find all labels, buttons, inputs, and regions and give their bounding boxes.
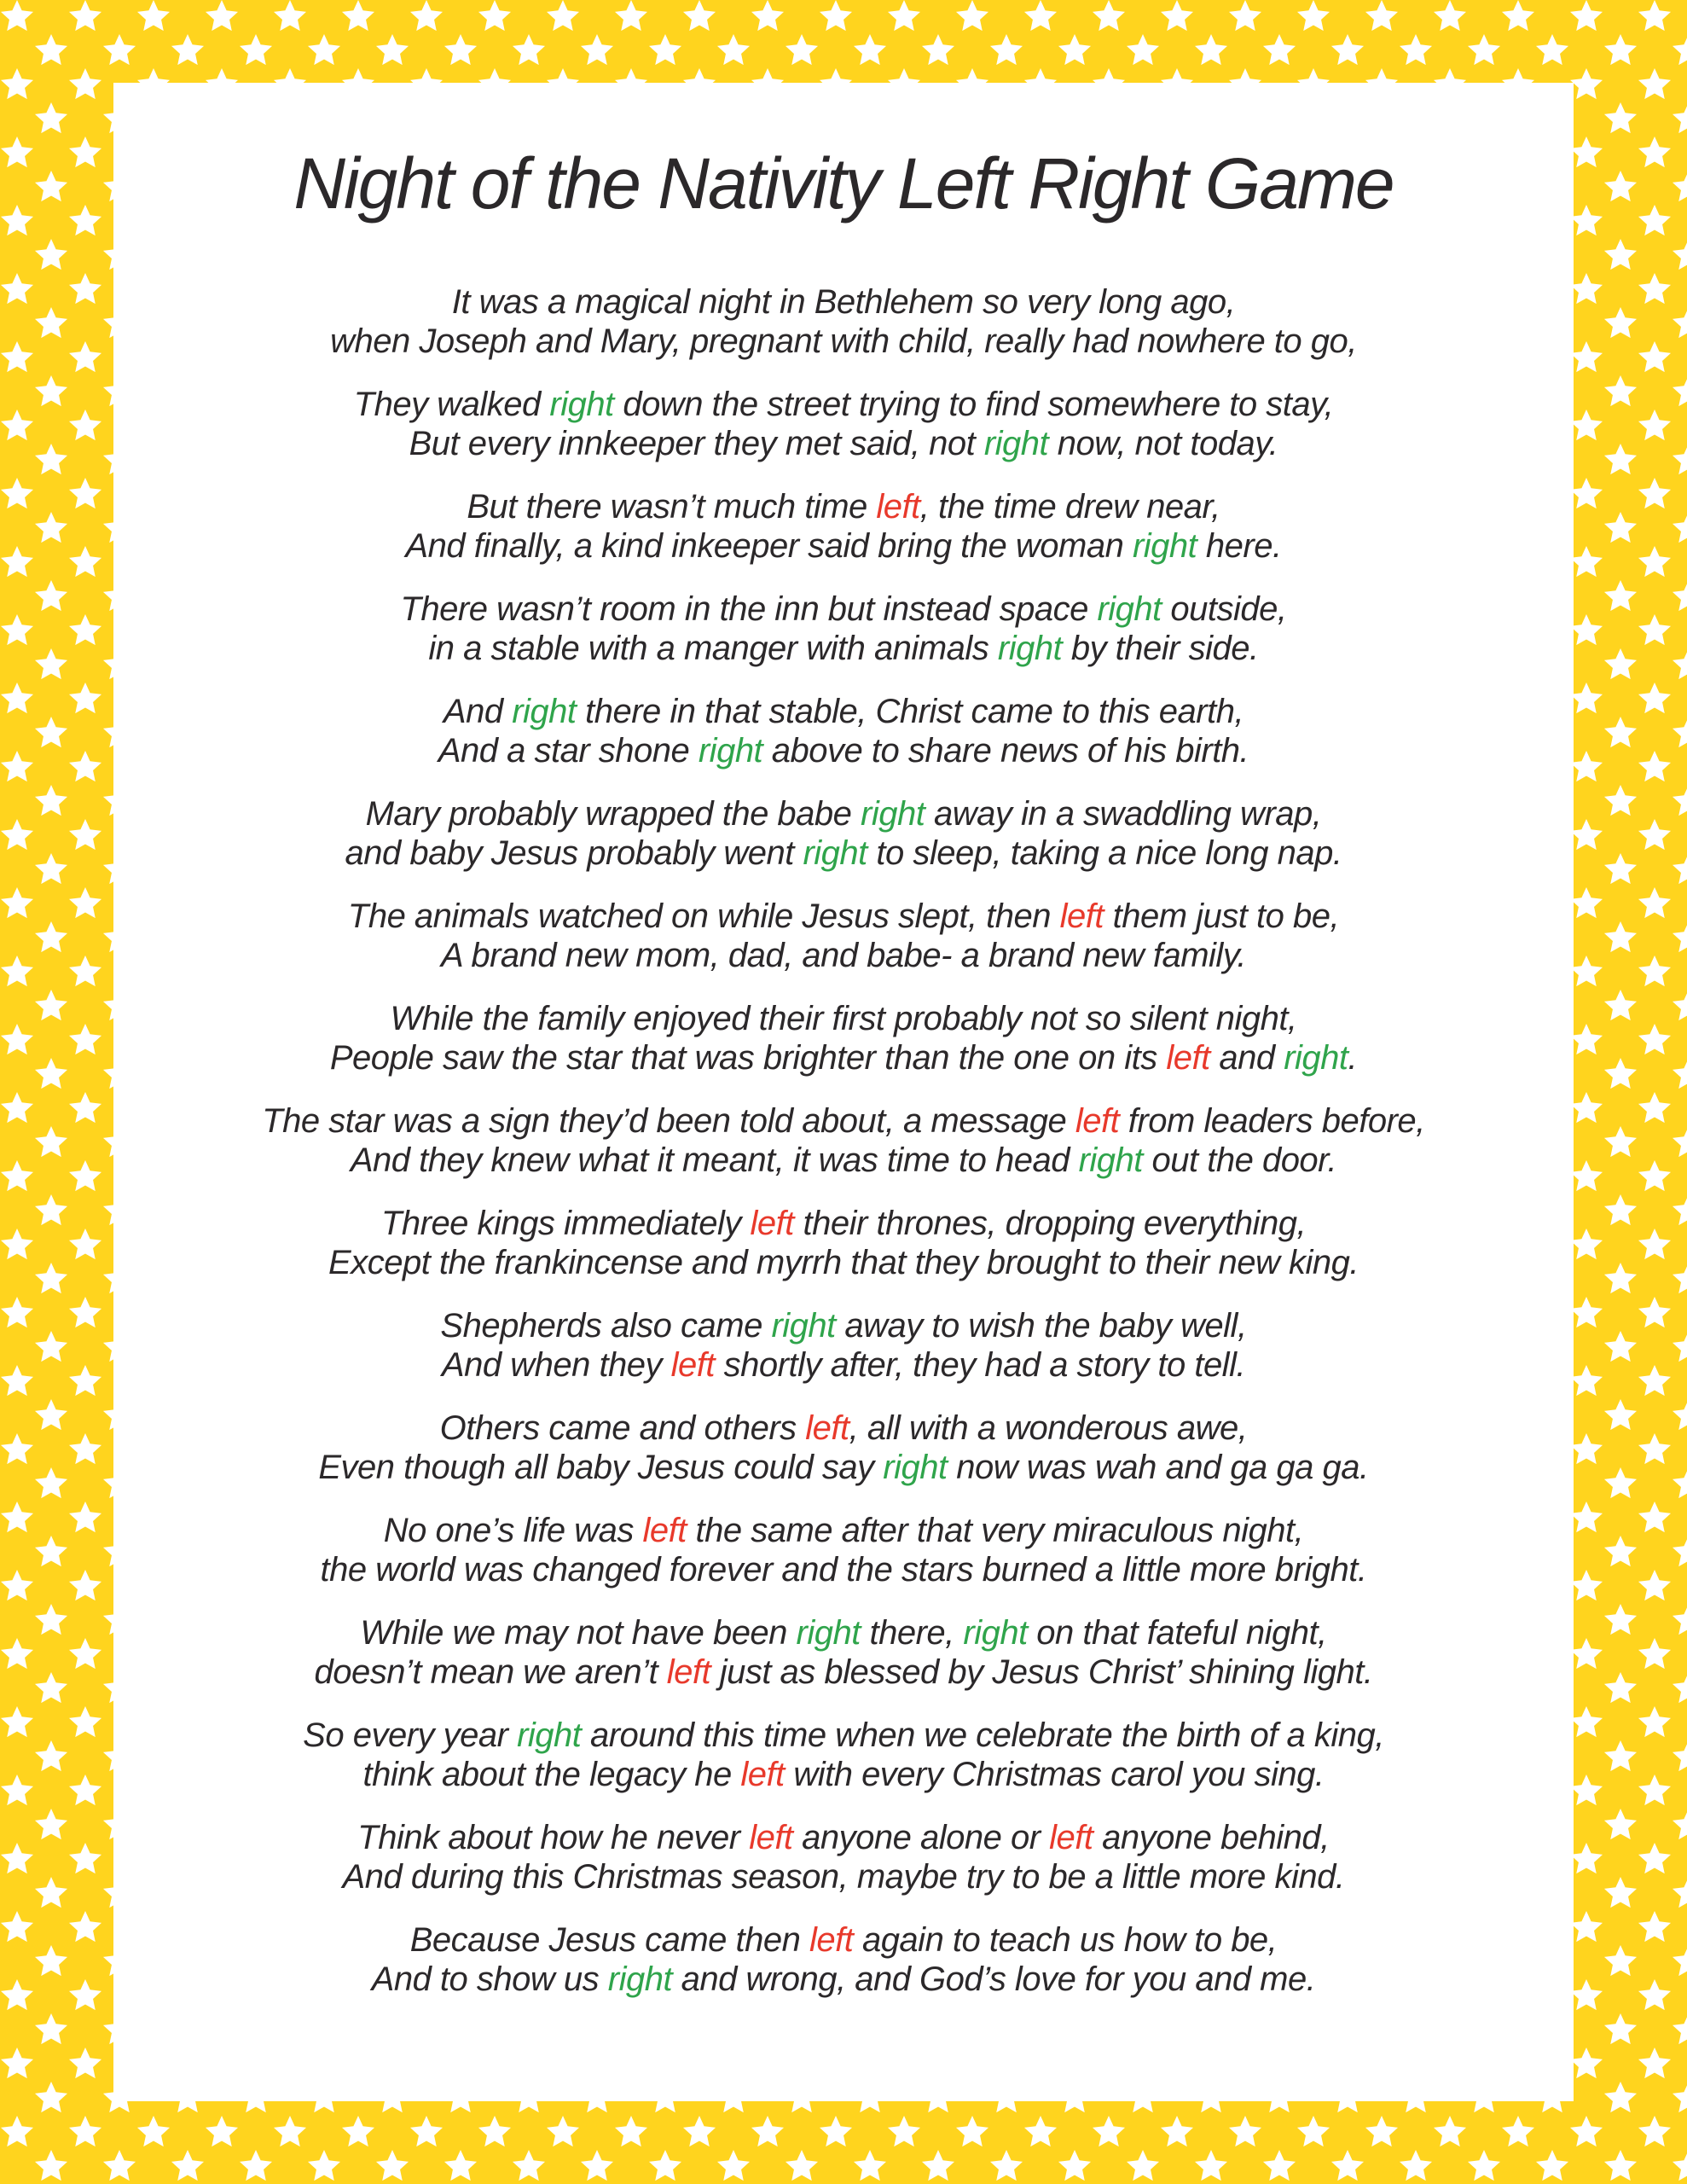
poem-text: from leaders before, [1119, 1102, 1425, 1141]
poem-text: out the door. [1142, 1141, 1337, 1180]
poem-line [113, 1141, 1574, 1180]
poem-text: there in that stable, Christ came to this earth, [576, 693, 1244, 731]
poem-text: But every innkeeper they met said, not [409, 425, 984, 463]
stanza [113, 999, 1574, 1077]
stanza [113, 1409, 1574, 1487]
right-word: right [1132, 527, 1197, 566]
right-word: right [803, 834, 867, 873]
poem-line [113, 1204, 1574, 1243]
poem-line [113, 1038, 1574, 1077]
poem-line [113, 1716, 1574, 1755]
poem-line [113, 897, 1574, 936]
left-word: left [642, 1512, 687, 1550]
poem-line [113, 999, 1574, 1038]
poem-text: And finally, a kind inkeeper said bring the woman [405, 527, 1133, 566]
poem-text: by their side. [1062, 630, 1259, 668]
poem-text: doesn’t mean we aren’t [314, 1653, 667, 1692]
poem-text: The star was a sign they’d been told about, a message [262, 1102, 1075, 1141]
poem-text: outside, [1161, 590, 1287, 629]
poem-line [113, 1511, 1574, 1550]
poem-line [113, 794, 1574, 834]
poem-text: in a stable with a manger with animals [428, 630, 998, 668]
poem-line [113, 322, 1574, 361]
poem-text: People saw the star that was brighter than the one on its [329, 1039, 1167, 1077]
page-title: Night of the Nativity Left Right Game [293, 143, 1394, 224]
poem-text: and baby Jesus probably went [345, 834, 803, 873]
poem-line [113, 1550, 1574, 1589]
right-word: right [963, 1614, 1028, 1653]
poem-line [113, 282, 1574, 322]
poem-text: Shepherds also came [440, 1307, 772, 1345]
right-word: right [517, 1716, 582, 1755]
poem-text: above to share news of his birth. [762, 732, 1249, 770]
left-word: left [1059, 897, 1104, 936]
poem-text: just as blessed by Jesus Christ’ shining light. [710, 1653, 1373, 1692]
poem-line [113, 1409, 1574, 1448]
left-word: left [876, 488, 920, 526]
poem-line [113, 1653, 1574, 1692]
poem-text: their thrones, dropping everything, [793, 1205, 1307, 1243]
left-word: left [749, 1819, 793, 1857]
right-word: right [983, 425, 1049, 463]
poem-line [113, 1243, 1574, 1282]
poem-text: , all with a wonderous awe, [849, 1409, 1248, 1448]
poem-text: here. [1197, 527, 1282, 566]
left-word: left [805, 1409, 849, 1448]
stanza [113, 1613, 1574, 1692]
poem-text: anyone behind, [1093, 1819, 1330, 1857]
poem-text: Mary probably wrapped the babe [365, 795, 861, 834]
poem-text: While the family enjoyed their first probably not so silent night, [390, 1000, 1297, 1038]
stanza [113, 1306, 1574, 1385]
poem-text: . [1348, 1039, 1358, 1077]
right-word: right [607, 1960, 673, 1999]
right-word: right [883, 1449, 948, 1487]
stanza [113, 1716, 1574, 1794]
poem-text: And [443, 693, 513, 731]
poem-text: around this time when we celebrate the birth of a king, [581, 1716, 1384, 1755]
poem-text: shortly after, they had a story to tell. [715, 1346, 1246, 1385]
poem-line [113, 1345, 1574, 1385]
poem-line [113, 487, 1574, 526]
poem-text: The animals watched on while Jesus slept, then [347, 897, 1060, 936]
left-word: left [1166, 1039, 1210, 1077]
right-word: right [549, 386, 614, 424]
poem-text: there, [860, 1614, 964, 1653]
poem-text: And they knew what it meant, it was time to head [350, 1141, 1079, 1180]
right-word: right [771, 1307, 836, 1345]
poem-line [113, 385, 1574, 424]
poem-paper [113, 83, 1574, 2101]
poem-text: And when they [441, 1346, 671, 1385]
poem-text: again to teach us how to be, [853, 1921, 1278, 1960]
poem-text: anyone alone or [792, 1819, 1050, 1857]
poem-line [113, 936, 1574, 975]
poem-text: on that fateful night, [1027, 1614, 1327, 1653]
stanza [113, 897, 1574, 975]
right-word: right [997, 630, 1063, 668]
poem-body [113, 282, 1574, 1999]
right-word: right [698, 732, 763, 770]
left-word: left [1049, 1819, 1093, 1857]
poem-text: away to wish the baby well, [835, 1307, 1247, 1345]
poem-text: and wrong, and God’s love for you and me. [672, 1960, 1316, 1999]
stanza [113, 692, 1574, 770]
poem-text: And a star shone [438, 732, 699, 770]
poem-text: And to show us [371, 1960, 608, 1999]
stanza [113, 487, 1574, 566]
poem-text: to sleep, taking a nice long nap. [867, 834, 1342, 873]
poem-text: There wasn’t room in the inn but instead space [400, 590, 1098, 629]
poem-text: think about the legacy he [362, 1756, 741, 1794]
poem-line [113, 1306, 1574, 1345]
poem-text: While we may not have been [360, 1614, 797, 1653]
poem-text: It was a magical night in Bethlehem so very long ago, [451, 283, 1236, 322]
poem-line [113, 1755, 1574, 1794]
right-word: right [1097, 590, 1162, 629]
stanza [113, 1920, 1574, 1999]
poem-text: down the street trying to find somewhere to stay, [613, 386, 1334, 424]
stanza [113, 1101, 1574, 1180]
poem-text: So every year [303, 1716, 518, 1755]
poem-text: No one’s life was [383, 1512, 643, 1550]
poem-line [113, 1920, 1574, 1960]
poem-text: Because Jesus came then [409, 1921, 809, 1960]
poem-line [113, 1857, 1574, 1896]
poem-line [113, 526, 1574, 566]
poem-text: them just to be, [1104, 897, 1340, 936]
left-word: left [809, 1921, 854, 1960]
poem-text: now, not today. [1048, 425, 1278, 463]
right-word: right [1078, 1141, 1143, 1180]
right-word: right [861, 795, 925, 834]
poem-text: now was wah and ga ga ga. [947, 1449, 1369, 1487]
poem-text: , the time drew near, [919, 488, 1220, 526]
poem-text: when Joseph and Mary, pregnant with child, really had nowhere to go, [330, 322, 1357, 361]
right-word: right [1284, 1039, 1348, 1077]
stanza [113, 794, 1574, 873]
left-word: left [740, 1756, 785, 1794]
poem-text: They walked [353, 386, 550, 424]
stanza [113, 385, 1574, 463]
left-word: left [1075, 1102, 1120, 1141]
stanza [113, 1511, 1574, 1589]
poem-text: with every Christmas carol you sing. [784, 1756, 1325, 1794]
poem-line [113, 1448, 1574, 1487]
left-word: left [750, 1205, 794, 1243]
poem-line [113, 590, 1574, 629]
poem-line [113, 1101, 1574, 1141]
poem-text: Even though all baby Jesus could say [318, 1449, 884, 1487]
poem-text: the same after that very miraculous night, [686, 1512, 1304, 1550]
poem-line [113, 731, 1574, 770]
poem-line [113, 424, 1574, 463]
poem-line [113, 1960, 1574, 1999]
stanza [113, 282, 1574, 361]
poem-line [113, 834, 1574, 873]
poem-text: Others came and others [439, 1409, 806, 1448]
stanza [113, 1204, 1574, 1282]
poem-text: away in a swaddling wrap, [925, 795, 1322, 834]
poem-text: the world was changed forever and the stars burned a little more bright. [320, 1551, 1367, 1589]
left-word: left [670, 1346, 716, 1385]
poem-text: A brand new mom, dad, and babe- a brand new family. [441, 937, 1246, 975]
poem-text: But there wasn’t much time [467, 488, 877, 526]
poem-line [113, 629, 1574, 668]
poem-text: and [1209, 1039, 1284, 1077]
left-word: left [666, 1653, 711, 1692]
poem-line [113, 692, 1574, 731]
poem-line [113, 1818, 1574, 1857]
right-word: right [512, 693, 577, 731]
poem-text: Think about how he never [357, 1819, 750, 1857]
stanza [113, 590, 1574, 668]
stanza [113, 1818, 1574, 1896]
poem-line [113, 1613, 1574, 1653]
poem-text: Three kings immediately [380, 1205, 751, 1243]
poem-text: Except the frankincense and myrrh that they brought to their new king. [328, 1244, 1359, 1282]
right-word: right [796, 1614, 861, 1653]
poem-text: And during this Christmas season, maybe try to be a little more kind. [342, 1858, 1345, 1896]
